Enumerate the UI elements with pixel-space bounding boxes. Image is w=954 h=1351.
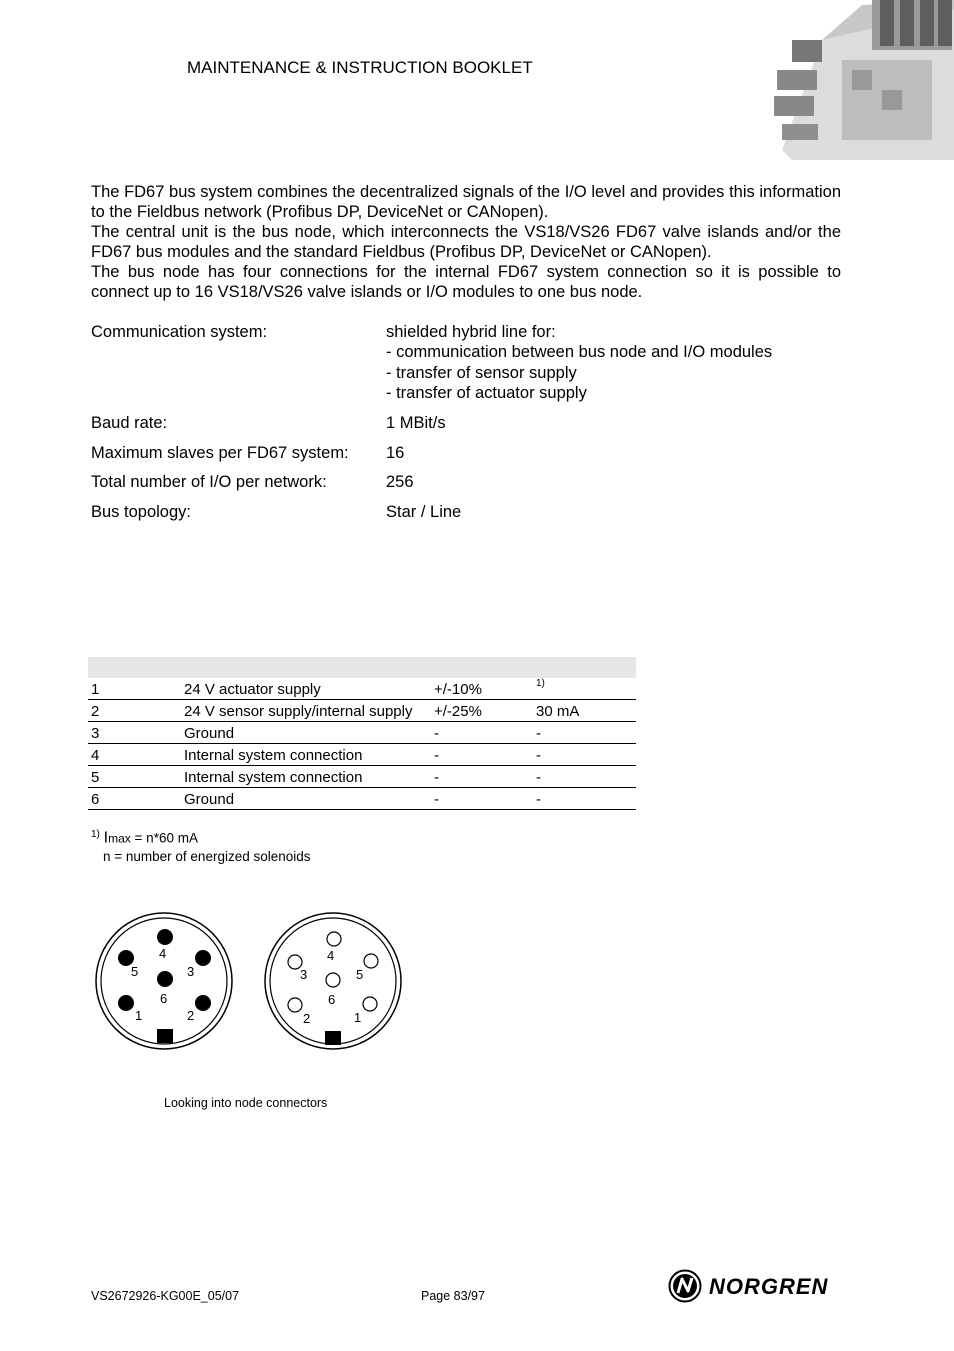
spec-value: 1 MBit/s [386, 414, 446, 432]
pin-function: Internal system connection [184, 747, 363, 764]
intro-text [91, 182, 841, 302]
pin-label: 4 [327, 948, 335, 963]
intro-paragraph-2: The central unit is the bus node, which interconnects the VS18/VS26 FD67 valve islands and/or the FD67 bus modules and the standard Fieldbus (Profibus DP, DeviceNet or CANopen). [91, 223, 841, 261]
pin-current: 30 mA [536, 703, 580, 720]
pin-label: 5 [356, 967, 364, 982]
pin-label: 2 [303, 1011, 311, 1026]
pin-label: 6 [328, 992, 336, 1007]
footer-document-id: VS2672926-KG00E_05/07 [91, 1289, 240, 1303]
table-row [88, 678, 636, 700]
pin-function: 24 V actuator supply [184, 681, 321, 698]
pin-4 [157, 929, 173, 945]
pin-current: - [536, 791, 541, 808]
spec-value: 16 [386, 444, 405, 462]
page-header-title: MAINTENANCE & INSTRUCTION BOOKLET [187, 58, 533, 77]
pin-label: 3 [300, 967, 308, 982]
pin-tolerance: - [434, 791, 439, 808]
pin-label: 3 [187, 964, 195, 979]
table-row [88, 788, 636, 810]
pin-tolerance: - [434, 747, 439, 764]
norgren-logo-icon [668, 1269, 702, 1303]
spec-value: Star / Line [386, 503, 462, 521]
coding-key [157, 1029, 173, 1043]
spec-value: - transfer of sensor supply [386, 364, 577, 382]
pin-number: 3 [91, 725, 100, 742]
pin-label: 1 [135, 1008, 143, 1023]
pin-3 [195, 950, 211, 966]
valve-island-photo [752, 0, 954, 160]
intro-paragraph-1: The FD67 bus system combines the decentralized signals of the I/O level and provides this information to the Fieldbus network (Profibus DP, DeviceNet or CANopen). [91, 183, 841, 221]
pin-2 [195, 995, 211, 1011]
pin-function: 24 V sensor supply/internal supply [184, 703, 413, 720]
node-connectors-diagram [95, 910, 407, 1055]
spec-value: - communication between bus node and I/O modules [386, 343, 773, 361]
spec-value: 256 [386, 473, 414, 491]
table-row [88, 766, 636, 788]
pin-number: 5 [91, 769, 100, 786]
pin-6 [326, 973, 340, 987]
pin-tolerance: - [434, 725, 439, 742]
pin-current [536, 678, 545, 699]
spec-label: Bus topology: [91, 503, 191, 521]
pin-label: 6 [160, 991, 168, 1006]
table-row [88, 744, 636, 766]
table-header-cell [88, 657, 179, 678]
pin-number: 1 [91, 681, 100, 698]
table-header-cell [535, 657, 636, 678]
spec-label: Communication system: [91, 323, 268, 341]
pin-assignment-table [88, 657, 636, 810]
connector-female [265, 913, 401, 1049]
pin-label: 2 [187, 1008, 195, 1023]
footnote-line-1 [91, 826, 311, 848]
table-header-row [88, 657, 636, 678]
pin-function: Ground [184, 791, 235, 808]
pin-number: 6 [91, 791, 100, 808]
spec-label: Maximum slaves per FD67 system: [91, 444, 349, 462]
pin-label: 4 [159, 946, 167, 961]
logo-text: NORGREN [709, 1274, 829, 1299]
pin-function: Internal system connection [184, 769, 363, 786]
pin-label: 5 [131, 964, 139, 979]
norgren-logo [668, 1269, 843, 1303]
footnote-line-2: n = number of energized solenoids [103, 848, 311, 864]
footer-page-number: Page 83/97 [421, 1289, 485, 1303]
coding-key [325, 1031, 341, 1045]
pin-current: - [536, 747, 541, 764]
pin-tolerance: +/-10% [434, 681, 482, 698]
pin-6 [157, 971, 173, 987]
table-header-cell [181, 657, 429, 678]
imax-subscript: max [108, 831, 131, 846]
connector-caption: Looking into node connectors [164, 1096, 328, 1110]
connector-male [96, 913, 232, 1049]
table-header-cell [431, 657, 531, 678]
footnote-marker: 1) [91, 829, 100, 840]
pin-current: - [536, 769, 541, 786]
footnote [91, 826, 311, 866]
pin-1 [118, 995, 134, 1011]
pin-tolerance: +/-25% [434, 703, 482, 720]
pin-5 [364, 954, 378, 968]
pin-current: - [536, 725, 541, 742]
spec-label: Total number of I/O per network: [91, 473, 327, 491]
spec-value: - transfer of actuator supply [386, 384, 587, 402]
table-row [88, 722, 636, 744]
spec-value: shielded hybrid line for: [386, 323, 556, 341]
pin-tolerance: - [434, 769, 439, 786]
pin-4 [327, 932, 341, 946]
table-row [88, 700, 636, 722]
pin-label: 1 [354, 1010, 362, 1025]
footnote-marker: 1) [536, 678, 545, 689]
intro-paragraph-3: The bus node has four connections for the internal FD67 system connection so it is possible to connect up to 16 VS18/VS26 valve islands or I/O modules to one bus node. [91, 263, 841, 301]
pin-2 [288, 998, 302, 1012]
spec-label: Baud rate: [91, 414, 168, 432]
pin-function: Ground [184, 725, 235, 742]
pin-number: 2 [91, 703, 100, 720]
imax-symbol: I [103, 829, 109, 847]
pin-number: 4 [91, 747, 100, 764]
imax-formula: = n*60 mA [130, 830, 198, 846]
pin-1 [363, 997, 377, 1011]
